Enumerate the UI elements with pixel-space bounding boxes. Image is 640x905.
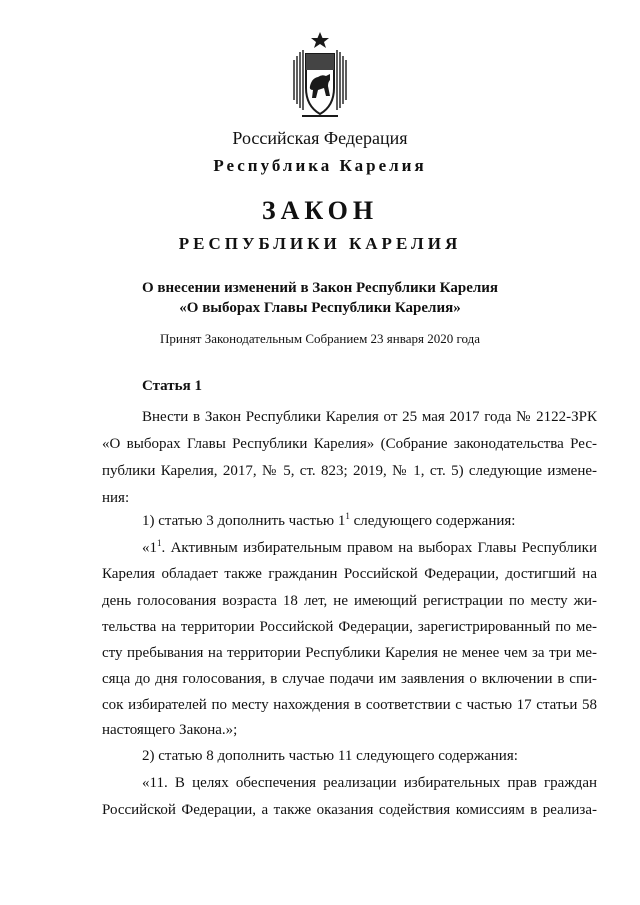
item-1-superscript: 1 bbox=[345, 511, 350, 521]
quote-1-number: «1 bbox=[142, 540, 157, 556]
coat-of-arms-emblem bbox=[288, 30, 352, 124]
paragraph-line: «О выборах Главы Республики Карелия» (Собрание законодательства Рес- bbox=[102, 436, 597, 452]
paragraph-line: день голосования возраста 18 лет, не имеющий регистрации по месту жи- bbox=[102, 593, 597, 609]
country-name: Российская Федерация bbox=[232, 128, 408, 148]
paragraph-line: сок избирателей по месту нахождения в соответствии с частью 17 статьи 58 bbox=[102, 697, 597, 713]
paragraph-line: Российской Федерации, а также оказания содействия комиссиям в реализа- bbox=[102, 802, 597, 818]
paragraph-line: ния: bbox=[102, 490, 130, 506]
paragraph-line: сту пребывания на территории Республики Карелия не менее чем за три ме- bbox=[102, 645, 597, 661]
paragraph-line: публики Карелия, 2017, № 5, ст. 823; 2019, № 1, ст. 5) следующие измене- bbox=[102, 463, 597, 479]
paragraph-line: Внести в Закон Республики Карелия от 25 мая 2017 года № 2122-ЗРК bbox=[142, 409, 597, 425]
article-heading: Статья 1 bbox=[142, 378, 202, 394]
paragraph-line: тельства на территории Российской Федерации, зарегистрированный по ме- bbox=[102, 619, 597, 635]
paragraph-line: настоящего Закона.»; bbox=[102, 722, 238, 738]
adoption-note: Принят Законодательным Собранием 23 января 2020 года bbox=[160, 331, 480, 346]
quote-1-first-line bbox=[142, 538, 597, 558]
item-1-text-end: следующего содержания: bbox=[349, 513, 516, 529]
quote-1-superscript: 1 bbox=[157, 538, 162, 548]
paragraph-line: Карелия обладает также гражданин Российской Федерации, достигший на bbox=[102, 566, 597, 582]
quote-2-first-line: «11. В целях обеспечения реализации избирательных прав граждан bbox=[142, 775, 597, 791]
document-type-heading: ЗАКОН bbox=[261, 196, 379, 225]
item-1-text: 1) статью 3 дополнить частью 1 bbox=[142, 513, 346, 529]
quote-1-text: . Активным избирательным правом на выборах Главы Республики bbox=[161, 540, 597, 556]
item-2-line: 2) статью 8 дополнить частью 11 следующего содержания: bbox=[142, 748, 518, 764]
law-title-line-2: «О выборах Главы Республики Карелия» bbox=[179, 300, 461, 316]
paragraph-line: сяца до дня голосования, в случае подачи им заявления о включении в спи- bbox=[102, 671, 597, 687]
republic-name: Республика Карелия bbox=[213, 156, 427, 175]
document-type-subheading: РЕСПУБЛИКИ КАРЕЛИЯ bbox=[178, 234, 462, 253]
item-1-line bbox=[142, 511, 597, 531]
law-title-line-1: О внесении изменений в Закон Республики Карелия bbox=[141, 280, 499, 296]
